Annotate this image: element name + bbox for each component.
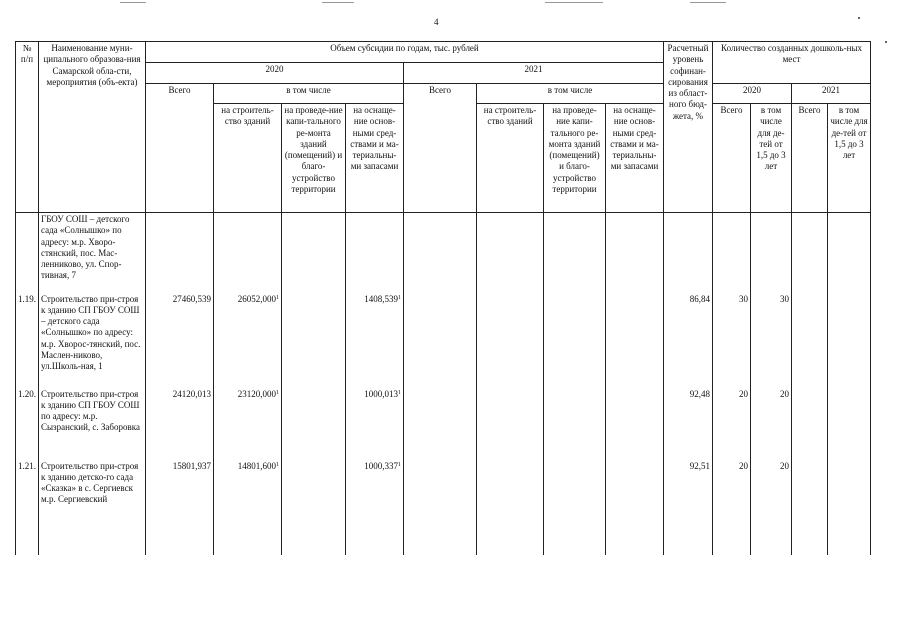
row-places-2020: 20 bbox=[713, 460, 751, 555]
header-places: Количество созданных дошколь-ных мест bbox=[713, 42, 871, 84]
header-year-2021: 2021 bbox=[404, 63, 664, 84]
header-places-total-2020: Всего bbox=[713, 104, 751, 213]
table-body bbox=[16, 213, 871, 555]
table-row bbox=[16, 460, 871, 555]
footnote-mark: 1 bbox=[276, 294, 279, 301]
header-construction-2020: на строитель-ство зданий bbox=[214, 104, 282, 213]
header-including-2020: в том числе bbox=[214, 84, 404, 104]
row-cofinancing: 86,84 bbox=[664, 293, 713, 388]
header-construction-2021: на строитель-ство зданий bbox=[477, 104, 544, 213]
header-total-2020: Всего bbox=[146, 84, 214, 213]
header-name: Наименование муни-ципального образова-ния Самарской обла-сти, мероприятия (объ-екта) bbox=[39, 42, 146, 213]
row-cofinancing: 92,51 bbox=[664, 460, 713, 555]
row-num: 1.19. bbox=[16, 293, 39, 388]
scan-speck bbox=[885, 41, 887, 43]
header-year-2020: 2020 bbox=[146, 63, 404, 84]
table-row bbox=[16, 293, 871, 388]
row-name: Строительство при-строя к зданию детско-го сада «Сказка» в с. Сергиевск м.р. Сергиевский bbox=[39, 460, 146, 555]
header-total-2021: Всего bbox=[404, 84, 477, 213]
row-places-2020: 20 bbox=[713, 388, 751, 460]
subsidy-table bbox=[15, 41, 871, 555]
row-num: 1.21. bbox=[16, 460, 39, 555]
header-places-children-2021: в том числе для де-тей от 1,5 до 3 лет bbox=[828, 104, 871, 213]
row-total-2020: 15801,937 bbox=[146, 460, 214, 555]
header-places-children-2020: в том числе для де-тей от 1,5 до 3 лет bbox=[751, 104, 792, 213]
row-equipment-2020: 1000,337$^1$ bbox=[346, 460, 404, 555]
header-equipment-2020: на оснаще-ние основ-ными сред-ствами и ма-териальны-ми запасами bbox=[346, 104, 404, 213]
row-name: Строительство при-строя к зданию СП ГБОУ СОШ – детского сада «Солнышко» по адресу: м.р. Хворос-тянский, пос. Маслен-никово, ул.Школь-ная, 1 bbox=[39, 293, 146, 388]
row-num bbox=[16, 213, 39, 293]
scan-mark bbox=[322, 2, 354, 3]
header-equipment-2021: на оснаще-ние основ-ными сред-ствами и ма-териальны-ми запасами bbox=[606, 104, 664, 213]
header-repair-2020: на проведе-ние капи-тального ре-монта зданий (помещений) и благо-устройство территории bbox=[282, 104, 346, 213]
row-construction-2020: 14801,600$^1$ bbox=[214, 460, 282, 555]
scan-mark bbox=[120, 2, 146, 3]
row-name: ГБОУ СОШ – детского сада «Солнышко» по адресу: м.р. Хворо-стянский, пос. Мас-ленниково, ул. Спор-тивная, 7 bbox=[39, 213, 146, 293]
row-total-2020: 24120,013 bbox=[146, 388, 214, 460]
row-construction-2020: 26052,000$^1$ bbox=[214, 293, 282, 388]
header-cofinancing: Расчетный уровень софинан-сирования из област-ного бюд-жета, % bbox=[664, 42, 713, 213]
table-row bbox=[16, 213, 871, 293]
footnote-mark: 1 bbox=[276, 461, 279, 468]
page-number: 4 bbox=[434, 17, 439, 27]
header-num: № п/п bbox=[16, 42, 39, 213]
row-equipment-2020: 1408,539$^1$ bbox=[346, 293, 404, 388]
row-num: 1.20. bbox=[16, 388, 39, 460]
row-places-children-2020: 20 bbox=[751, 388, 792, 460]
row-equipment-2020: 1000,013$^1$ bbox=[346, 388, 404, 460]
row-total-2020: 27460,539 bbox=[146, 293, 214, 388]
header-places-2021: 2021 bbox=[792, 84, 871, 104]
row-places-2020: 30 bbox=[713, 293, 751, 388]
row-places-children-2020: 30 bbox=[751, 293, 792, 388]
footnote-mark: 1 bbox=[276, 389, 279, 396]
footnote-mark: 1 bbox=[398, 294, 401, 301]
footnote-mark: 1 bbox=[398, 389, 401, 396]
header-including-2021: в том числе bbox=[477, 84, 664, 104]
table-row bbox=[16, 388, 871, 460]
footnote-mark: 1 bbox=[398, 461, 401, 468]
row-places-children-2020: 20 bbox=[751, 460, 792, 555]
scan-mark bbox=[690, 2, 726, 3]
scan-mark bbox=[545, 2, 603, 3]
header-subsidy: Объем субсидии по годам, тыс. рублей bbox=[146, 42, 664, 63]
header-repair-2021: на проведе-ние капи-тального ре-монта зданий (помещений) и благо-устройство территории bbox=[544, 104, 606, 213]
row-construction-2020: 23120,000$^1$ bbox=[214, 388, 282, 460]
row-name: Строительство при-строя к зданию СП ГБОУ СОШ по адресу: м.р. Сызранский, с. Заборовка bbox=[39, 388, 146, 460]
header-places-2020: 2020 bbox=[713, 84, 792, 104]
header-places-total-2021: Всего bbox=[792, 104, 828, 213]
row-cofinancing: 92,48 bbox=[664, 388, 713, 460]
table-header bbox=[16, 42, 871, 213]
scan-speck bbox=[858, 17, 860, 19]
